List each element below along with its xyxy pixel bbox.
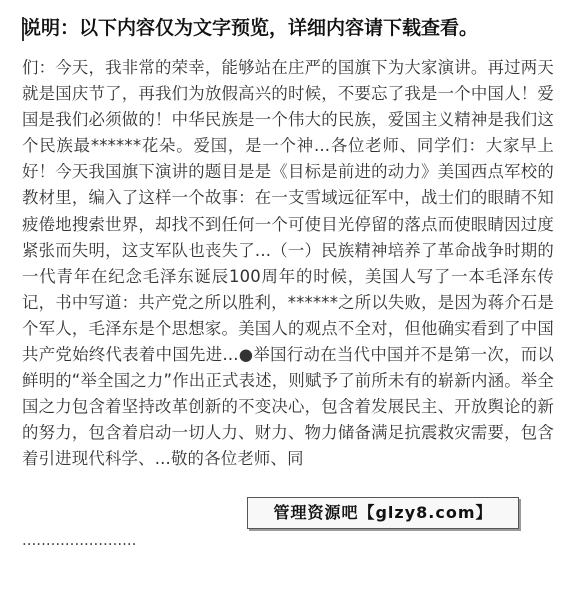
document-body-text: 们：今天，我非常的荣幸，能够站在庄严的国旗下为大家演讲。再过两天就是国庆节了，再我们为放假高兴的时候，不要忘了我是一个中国人！爱国是我们必须做的！中华民族是一个伟大的民族，爱国主义精神是我们这个民族最******花朵。爱国，是一个神...各位老师、同学们：大家早上好！今天我国旗下演讲的题目是是《目标是前进的动力》美国西点军校的教材里，编入了这样一个故事：在一支雪域远征军中，战士们的眼睛不知疲倦地搜索世界，却找不到任何一个可使目光停留的落点而使眼睛因过度紧张而失明，这支军队也丧失了...（一）民族精神培养了革命战争时期的一代青年在纪念毛泽东诞辰100周年的时候，美国人写了一本毛泽东传记，书中写道：共产党之所以胜利，******之所以失败，是因为蒋介石是个军人，毛泽东是个思想家。美国人的观点不全对，但他确实看到了中国共产党始终代表着中国先进...●举国行动在当代中国并不是第一次，而以鲜明的“举全国之力”作出正式表述，则赋予了前所未有的崭新内涵。举全国之力包含着坚持改革创新的不变决心，包含着发展民主、开放舆论的新的努力，包含着启动一切人力、财力、物力储备满足抗震救灾需要，包含着引进现代科学、...敬的各位老师、同 <box>22 58 554 469</box>
site-watermark-banner: 管理资源吧【glzy8.com】 <box>247 497 519 529</box>
trailing-dots: ........................ <box>22 531 137 549</box>
preview-notice: 说明：以下内容仅为文字预览，详细内容请下载查看。 <box>22 17 479 39</box>
